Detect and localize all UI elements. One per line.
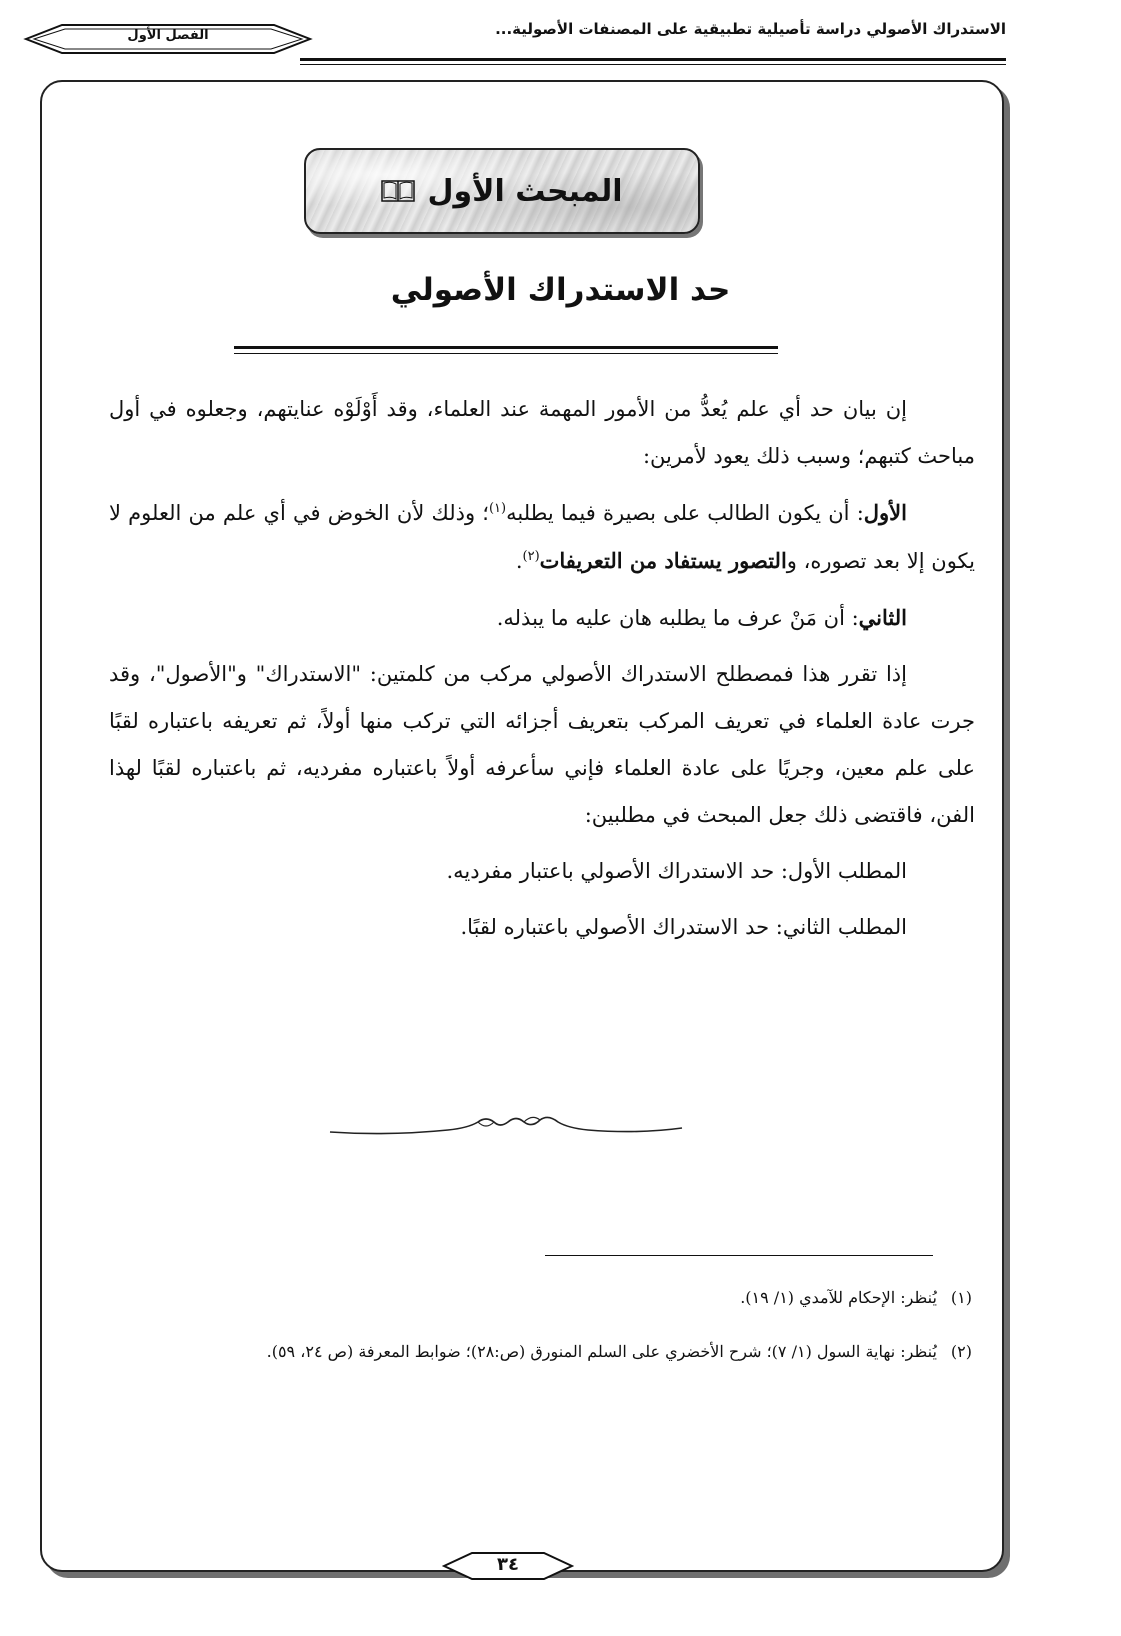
footnote-rule — [545, 1255, 933, 1256]
divider-ornament — [328, 1106, 684, 1142]
open-book-icon — [381, 179, 415, 203]
footnotes — [112, 1283, 972, 1391]
header-rule — [300, 58, 1006, 61]
first-text-b: ؛ وذلك لأن الخوض في أي علم من العلوم لا يكون إلا بعد تصوره، و — [109, 501, 975, 573]
heading-rule-thin — [234, 353, 778, 354]
footnote-number: (١) — [950, 1288, 972, 1307]
main-heading: حد الاستدراك الأصولي — [390, 272, 731, 308]
body-text — [109, 386, 975, 960]
section-title-box — [304, 148, 700, 234]
second-label: الثاني — [858, 605, 907, 630]
footnote-text: يُنظر: نهاية السول (١/ ٧)؛ شرح الأخضري على السلم المنورق (ص:٢٨)؛ ضوابط المعرفة (ص ٢٤، ٥٩). — [266, 1342, 937, 1361]
second-text: : أن مَنْ عرف ما يطلبه هان عليه ما يبذله. — [496, 606, 859, 630]
heading-rule — [234, 346, 778, 349]
first-reason-paragraph — [109, 489, 975, 585]
first-bold-phrase: التصور يستفاد من التعريفات — [539, 548, 787, 573]
footnote-1 — [112, 1283, 972, 1313]
second-reason-paragraph — [109, 594, 975, 642]
first-text-a: : أن يكون الطالب على بصيرة فيما يطلبه — [506, 501, 864, 525]
intro-paragraph: إن بيان حد أي علم يُعدُّ من الأمور المهمة عند العلماء، وقد أَوْلَوْه عنايتهم، وجعلوه في أول مباحث كتبهم؛ وسبب ذلك يعود لأمرين: — [109, 397, 975, 468]
footnote-number: (٢) — [950, 1342, 972, 1361]
first-label: الأول — [863, 500, 907, 525]
subsection-1: المطلب الأول: حد الاستدراك الأصولي باعتبار مفرديه. — [446, 859, 907, 883]
footnote-ref-2: (٢) — [522, 549, 540, 564]
chapter-label: الفصل الأول — [127, 28, 209, 43]
page-number-box — [442, 1549, 574, 1583]
compound-term-paragraph: إذا تقرر هذا فمصطلح الاستدراك الأصولي مركب من كلمتين: "الاستدراك" و"الأصول"، وقد جرت عادة العلماء في تعريف المركب بتعريف أجزائه التي تركب منها أولاً، ثم تعريفه باعتباره لقبًا على علم معين، وجريًا على عادة العلماء فإني سأعرفه أولاً باعتباره مفرديه، ثم باعتباره لقبًا لهذا الفن، فاقتضى ذلك جعل المبحث في مطلبين: — [109, 662, 975, 827]
first-end: . — [515, 549, 523, 573]
page-number: ٣٤ — [497, 1554, 519, 1575]
header-rule-thin — [300, 64, 1006, 65]
subsection-2: المطلب الثاني: حد الاستدراك الأصولي باعتباره لقبًا. — [460, 915, 907, 939]
footnote-2 — [112, 1337, 972, 1367]
footnote-ref-1: (١) — [488, 501, 507, 516]
section-title: المبحث الأول — [427, 173, 623, 209]
chapter-tab — [22, 22, 314, 56]
footnote-text: يُنظر: الإحكام للآمدي (١/ ١٩). — [740, 1288, 937, 1307]
book-title: الاستدراك الأصولي دراسة تأصيلية تطبيقية على المصنفات الأصولية... — [495, 20, 1006, 38]
